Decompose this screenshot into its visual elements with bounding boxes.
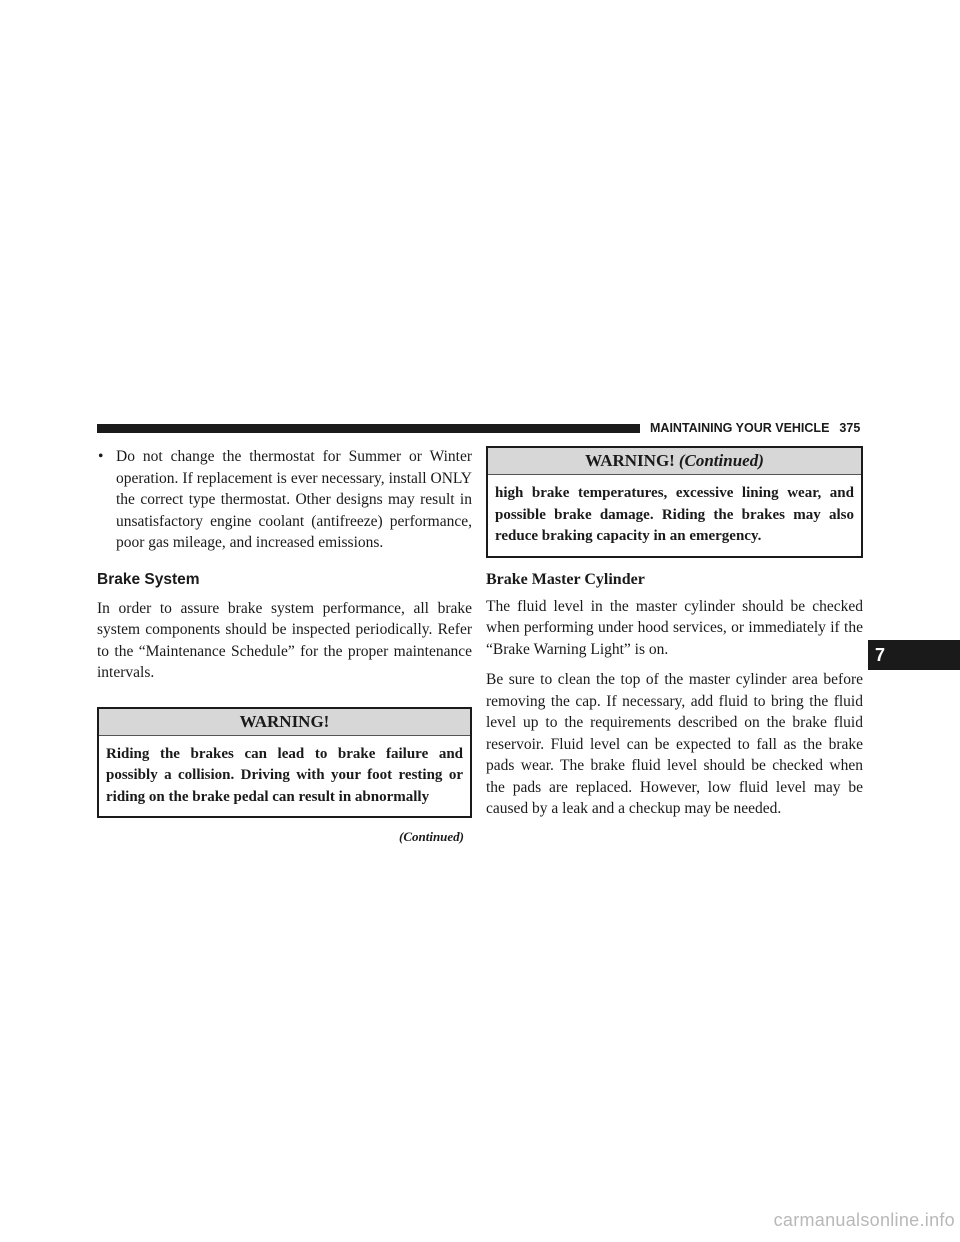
page-number: 375: [839, 421, 861, 435]
warning-box-continued: [486, 446, 863, 558]
warning-title-text: WARNING!: [585, 451, 675, 470]
section-heading-brake-master-cylinder: Brake Master Cylinder: [486, 570, 645, 588]
master-cylinder-paragraph-2: Be sure to clean the top of the master cylinder area before removing the cap. If necessary, add fluid to bring the fluid level up to the requirements described on the brake fluid reservoir. Fluid level can be expected to fall as the brake pads wear. The brake fluid level should be checked when the pads are replaced. However, low fluid level may be caused by a leak and a checkup may be needed.: [486, 671, 863, 817]
warning-title-text: WARNING!: [239, 711, 330, 731]
watermark: carmanualsonline.info: [773, 1210, 955, 1230]
warning-box: [97, 707, 472, 819]
warning-text: high brake temperatures, excessive lining wear, and possible brake damage. Riding the brakes may also reduce braking capacity in an emergency.: [495, 485, 854, 544]
continued-label: (Continued): [398, 829, 464, 844]
section-heading-brake-system: Brake System: [97, 570, 200, 588]
header-rule: [97, 424, 640, 433]
warning-title-continued: (Continued): [678, 451, 764, 470]
master-cylinder-paragraph-1: The fluid level in the master cylinder should be checked when performing under hood services, or immediately if the “Brake Warning Light” is on.: [486, 597, 863, 658]
warning-title: [488, 448, 861, 475]
warning-text: Riding the brakes can lead to brake failure and possibly a collision. Driving with your foot resting or riding on the brake pedal can result in abnormally: [106, 745, 463, 805]
bullet-icon: •: [98, 448, 104, 465]
bullet-item: [97, 446, 472, 554]
bullet-text: Do not change the thermostat for Summer or Winter operation. If replacement is ever necessary, install ONLY the correct type thermostat. Other designs may result in unsatisfactory engine coolant (antifreeze) performance, poor gas mileage, and increased emissions.: [116, 448, 472, 551]
section-title: MAINTAINING YOUR VEHICLE: [650, 421, 830, 435]
chapter-tab: 7: [868, 640, 960, 670]
brake-system-paragraph: In order to assure brake system performance, all brake system components should be inspected periodically. Refer to the “Maintenance Schedule” for the proper maintenance intervals.: [97, 599, 472, 681]
warning-title: [99, 709, 470, 736]
right-column: [486, 446, 863, 820]
running-header: [650, 419, 864, 437]
left-column: [97, 446, 472, 845]
